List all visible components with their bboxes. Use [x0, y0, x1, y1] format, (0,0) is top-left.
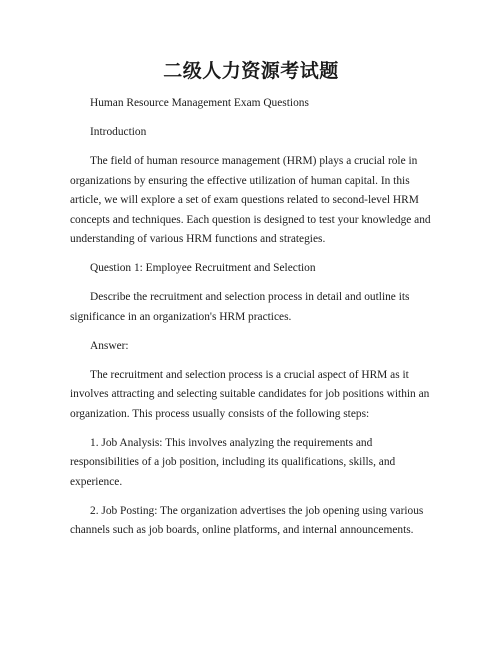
- question-heading: Question 1: Employee Recruitment and Selection: [90, 262, 316, 274]
- document-title: 二级人力资源考试题: [163, 60, 339, 82]
- answer-step-1: 1. Job Analysis: This involves analyzing the requirements and responsibilities of a job position, including its qualifications, skills, and experience.: [70, 436, 396, 488]
- answer-paragraph: The recruitment and selection process is a crucial aspect of HRM as it involves attracting and selecting suitable candidates for job positions within an organization. This process usually consists of the following steps:: [70, 368, 430, 420]
- subtitle-paragraph: Human Resource Management Exam Questions: [90, 97, 309, 109]
- introduction-paragraph: The field of human resource management (HRM) plays a crucial role in organizations by ensuring the effective utilization of human capital. In this article, we will explore a set of exam questions related to second-level HRM concepts and techniques. Each question is designed to test your knowledge and understanding of various HRM functions and strategies.: [70, 155, 431, 245]
- section-heading-introduction: Introduction: [90, 126, 147, 138]
- answer-label: Answer:: [90, 339, 129, 352]
- answer-step-2: 2. Job Posting: The organization advertises the job opening using various channels such as job boards, online platforms, and internal announcements.: [70, 504, 424, 536]
- document-body: [70, 94, 432, 550]
- question-text: Describe the recruitment and selection process in detail and outline its significance in an organization's HRM practices.: [70, 291, 410, 323]
